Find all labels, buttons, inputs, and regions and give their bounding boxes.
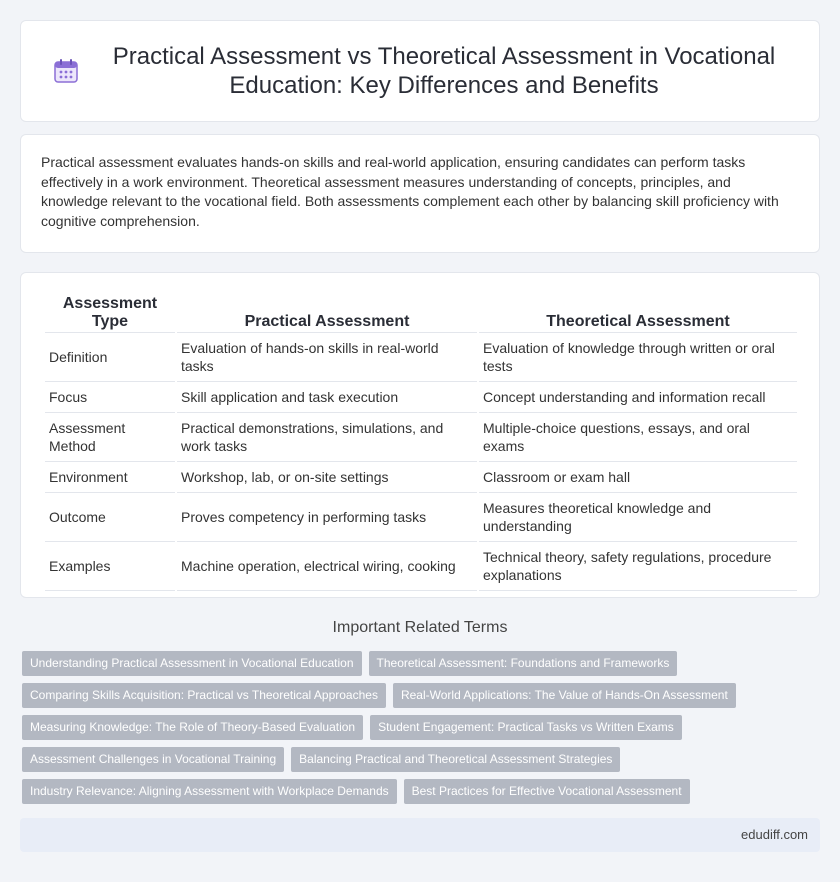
related-term-tag[interactable]: Comparing Skills Acquisition: Practical vs Theoretical Approaches [22, 683, 386, 708]
table-cell: Multiple-choice questions, essays, and oral exams [479, 413, 797, 462]
related-term-tag[interactable]: Measuring Knowledge: The Role of Theory-Based Evaluation [22, 715, 363, 740]
table-cell: Practical demonstrations, simulations, and work tasks [177, 413, 477, 462]
table-row [45, 382, 797, 413]
table-cell: Measures theoretical knowledge and understanding [479, 493, 797, 542]
site-name[interactable]: edudiff.com [741, 827, 808, 842]
table-header-cell: Theoretical Assessment [479, 295, 797, 333]
table-row [45, 333, 797, 382]
comparison-table-card [20, 272, 820, 598]
related-term-tag[interactable]: Understanding Practical Assessment in Vocational Education [22, 651, 362, 676]
table-cell: Classroom or exam hall [479, 462, 797, 493]
table-cell: Outcome [45, 493, 175, 542]
table-cell: Evaluation of hands-on skills in real-world tasks [177, 333, 477, 382]
intro-card [20, 134, 820, 253]
table-cell: Examples [45, 542, 175, 591]
header-card [20, 20, 820, 122]
table-header-row [45, 295, 797, 333]
table-cell: Definition [45, 333, 175, 382]
related-term-tag[interactable]: Best Practices for Effective Vocational Assessment [404, 779, 690, 804]
related-terms-title: Important Related Terms [332, 619, 508, 636]
table-cell: Focus [45, 382, 175, 413]
related-term-tag[interactable]: Real-World Applications: The Value of Hands-On Assessment [393, 683, 736, 708]
table-cell: Evaluation of knowledge through written or oral tests [479, 333, 797, 382]
related-term-tag[interactable]: Balancing Practical and Theoretical Assessment Strategies [291, 747, 620, 772]
table-header-cell: Assessment Type [45, 295, 175, 333]
table-cell: Machine operation, electrical wiring, cooking [177, 542, 477, 591]
table-row [45, 413, 797, 462]
related-term-tag[interactable]: Student Engagement: Practical Tasks vs Written Exams [370, 715, 682, 740]
table-row [45, 542, 797, 591]
table-cell: Technical theory, safety regulations, procedure explanations [479, 542, 797, 591]
table-cell: Assessment Method [45, 413, 175, 462]
related-term-tag[interactable]: Theoretical Assessment: Foundations and Frameworks [369, 651, 678, 676]
table-row [45, 462, 797, 493]
table-header-cell: Practical Assessment [177, 295, 477, 333]
related-terms-list [22, 651, 812, 811]
page-title: Practical Assessment vs Theoretical Assessment in Vocational Education: Key Differences and Benefits [112, 43, 776, 99]
table-cell: Proves competency in performing tasks [177, 493, 477, 542]
calendar-icon [51, 56, 81, 86]
comparison-table [43, 295, 799, 591]
related-term-tag[interactable]: Industry Relevance: Aligning Assessment with Workplace Demands [22, 779, 397, 804]
table-cell: Environment [45, 462, 175, 493]
intro-text: Practical assessment evaluates hands-on skills and real-world application, ensuring candidates can perform tasks effectively in a work environment. Theoretical assessment measures understanding of concepts, principles, and knowledge relevant to the vocational field. Both assessments complement each other by balancing skill proficiency with cognitive comprehension. [41, 154, 779, 229]
footer [20, 818, 820, 852]
table-row [45, 493, 797, 542]
table-cell: Workshop, lab, or on-site settings [177, 462, 477, 493]
table-cell: Concept understanding and information recall [479, 382, 797, 413]
related-term-tag[interactable]: Assessment Challenges in Vocational Training [22, 747, 284, 772]
table-cell: Skill application and task execution [177, 382, 477, 413]
